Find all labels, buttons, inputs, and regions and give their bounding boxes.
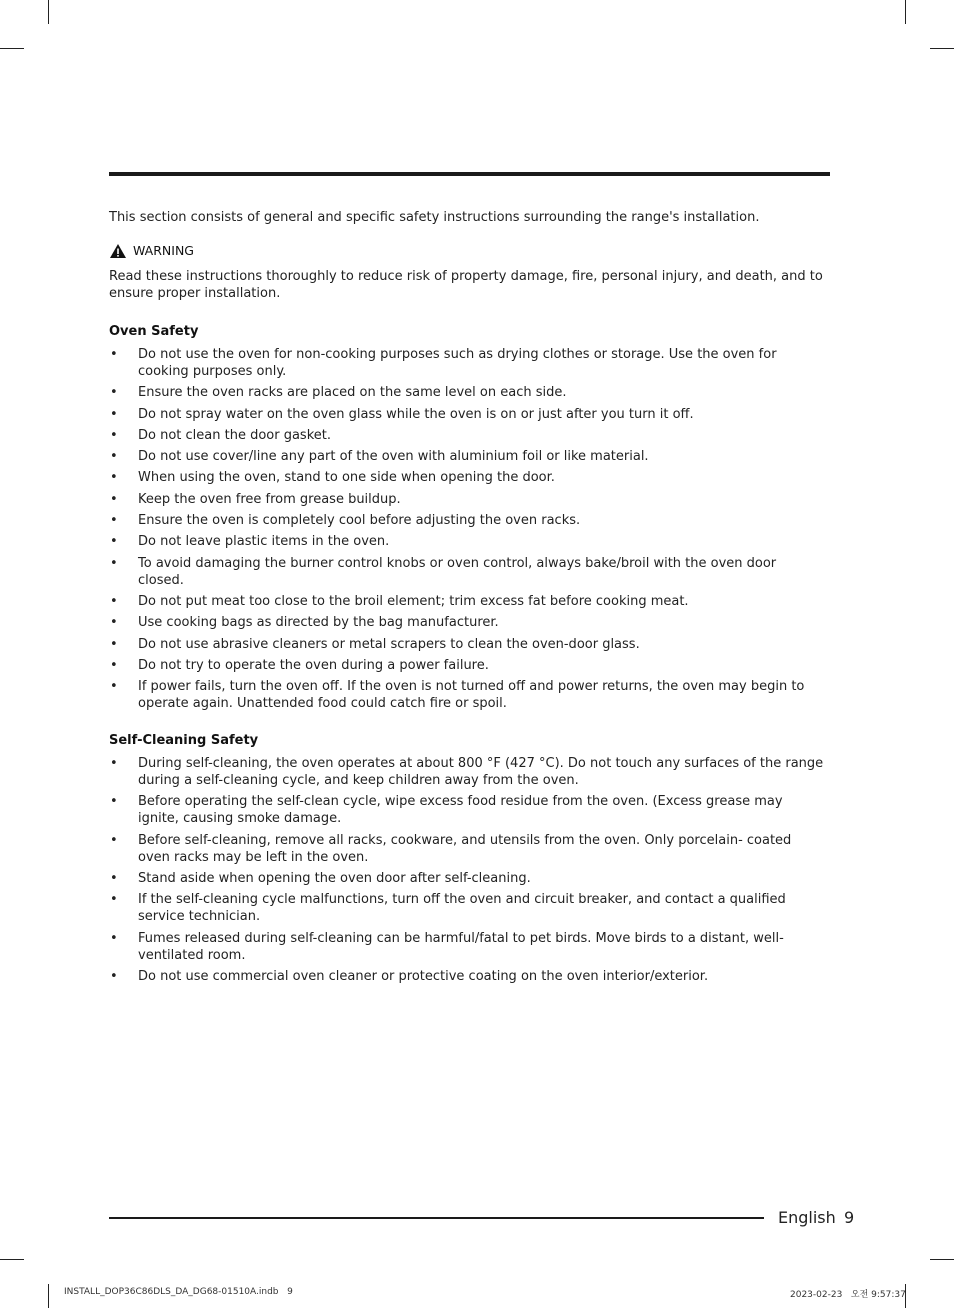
list-item-text: Use cooking bags as directed by the bag manufacturer. <box>138 615 499 631</box>
list-item-text: Do not spray water on the oven glass while the oven is on or just after you turn it off. <box>138 406 694 422</box>
bullet-icon: • <box>110 513 118 529</box>
crop-mark <box>48 1284 49 1308</box>
print-slug-file: INSTALL_DOP36C86DLS_DA_DG68-01510A.indb 9 <box>64 1287 293 1297</box>
bullet-icon: • <box>110 832 118 848</box>
page-content <box>109 209 824 1005</box>
crop-mark <box>930 48 954 49</box>
crop-mark <box>905 0 906 24</box>
list-item-text: When using the oven, stand to one side when opening the door. <box>138 470 555 486</box>
list-item-text: Do not use commercial oven cleaner or protective coating on the oven interior/exterior. <box>138 968 709 984</box>
list-item-text: Ensure the oven is completely cool before adjusting the oven racks. <box>138 513 581 529</box>
list-item <box>109 636 824 653</box>
list-item-text: Do not use the oven for non-cooking purposes such as drying clothes or storage. Use the oven for cooking purposes only. <box>138 347 777 379</box>
list-item-text: Do not use cover/line any part of the oven with aluminium foil or like material. <box>138 449 649 465</box>
section-top-rule <box>109 172 830 176</box>
list-item-text: Before self-cleaning, remove all racks, cookware, and utensils from the oven. Only porcelain- coated oven racks may be left in the oven. <box>138 832 792 865</box>
list-item <box>109 346 824 380</box>
list-item <box>109 930 824 964</box>
self-cleaning-safety-list <box>109 755 824 985</box>
bullet-icon: • <box>110 406 118 422</box>
list-item <box>109 793 824 827</box>
bullet-icon: • <box>110 347 118 362</box>
bullet-icon: • <box>110 385 118 401</box>
list-item <box>109 491 824 508</box>
list-item-text: Keep the oven free from grease buildup. <box>138 491 401 507</box>
list-item <box>109 657 824 674</box>
crop-mark <box>930 1259 954 1260</box>
bullet-icon: • <box>110 636 118 652</box>
list-item-text: Before operating the self-clean cycle, wipe excess food residue from the oven. (Excess grease may ignite, causing smoke damage. <box>138 794 783 827</box>
warning-triangle-icon <box>109 243 127 259</box>
oven-safety-title: Oven Safety <box>109 324 199 339</box>
list-item <box>109 533 824 550</box>
bullet-icon: • <box>110 892 118 908</box>
bullet-icon: • <box>110 930 118 946</box>
list-item-text: Ensure the oven racks are placed on the same level on each side. <box>138 385 567 401</box>
list-item-text: Do not clean the door gasket. <box>138 427 332 443</box>
crop-mark <box>0 48 24 49</box>
list-item-text: To avoid damaging the burner control knobs or oven control, always bake/broil with the oven door closed. <box>138 555 777 588</box>
list-item <box>109 406 824 423</box>
crop-mark <box>48 0 49 24</box>
list-item-text: Stand aside when opening the oven door after self-cleaning. <box>138 871 531 887</box>
self-cleaning-safety-title: Self-Cleaning Safety <box>109 733 259 749</box>
list-item-text: If power fails, turn the oven off. If the oven is not turned off and power returns, the oven may begin to operate again. Unattended food could catch fire or spoil. <box>138 679 805 712</box>
list-item-text: If the self-cleaning cycle malfunctions, turn off the oven and circuit breaker, and contact a qualified service technician. <box>138 892 786 925</box>
list-item <box>109 593 824 610</box>
bullet-icon: • <box>110 657 118 673</box>
intro-paragraph: This section consists of general and specific safety instructions surrounding the range's installation. <box>109 210 760 225</box>
crop-mark <box>0 1259 24 1260</box>
print-slug-timestamp: 2023-02-23 오전 9:57:37 <box>790 1290 906 1300</box>
list-item <box>109 832 824 866</box>
list-item-text: Do not put meat too close to the broil element; trim excess fat before cooking meat. <box>138 593 689 609</box>
oven-safety-list <box>109 346 824 712</box>
list-item <box>109 870 824 887</box>
bullet-icon: • <box>110 871 118 887</box>
list-item-text: Fumes released during self-cleaning can be harmful/fatal to pet birds. Move birds to a distant, well-ventilated room. <box>138 930 784 963</box>
bullet-icon: • <box>110 534 118 550</box>
bullet-icon: • <box>110 794 118 810</box>
bullet-icon: • <box>110 968 118 984</box>
list-item <box>109 427 824 444</box>
bullet-icon: • <box>110 593 118 609</box>
warning-text: Read these instructions thoroughly to reduce risk of property damage, fire, personal injury, and death, and to ensure proper installation. <box>109 269 823 301</box>
list-item <box>109 384 824 401</box>
bullet-icon: • <box>110 449 118 465</box>
warning-label: WARNING <box>133 243 194 258</box>
list-item-text: During self-cleaning, the oven operates at about 800 °F (427 °C). Do not touch any surfaces of the range during a self-cleaning cycle, and keep children away from the oven. <box>138 756 824 789</box>
list-item <box>109 968 824 985</box>
list-item <box>109 448 824 465</box>
list-item <box>109 678 824 712</box>
list-item <box>109 614 824 631</box>
list-item <box>109 555 824 589</box>
list-item <box>109 891 824 925</box>
list-item-text: Do not try to operate the oven during a power failure. <box>138 657 489 673</box>
footer-rule <box>109 1217 764 1219</box>
list-item-text: Do not use abrasive cleaners or metal scrapers to clean the oven-door glass. <box>138 636 640 652</box>
bullet-icon: • <box>110 555 118 571</box>
list-item <box>109 755 824 789</box>
bullet-icon: • <box>110 470 118 486</box>
page-number: 9 <box>844 1208 855 1227</box>
bullet-icon: • <box>110 427 118 443</box>
footer-language: English <box>778 1208 836 1227</box>
list-item-text: Do not leave plastic items in the oven. <box>138 534 390 550</box>
bullet-icon: • <box>110 679 118 695</box>
bullet-icon: • <box>110 756 118 772</box>
bullet-icon: • <box>110 491 118 507</box>
warning-heading <box>109 242 824 259</box>
list-item <box>109 469 824 486</box>
list-item <box>109 512 824 529</box>
bullet-icon: • <box>110 615 118 631</box>
